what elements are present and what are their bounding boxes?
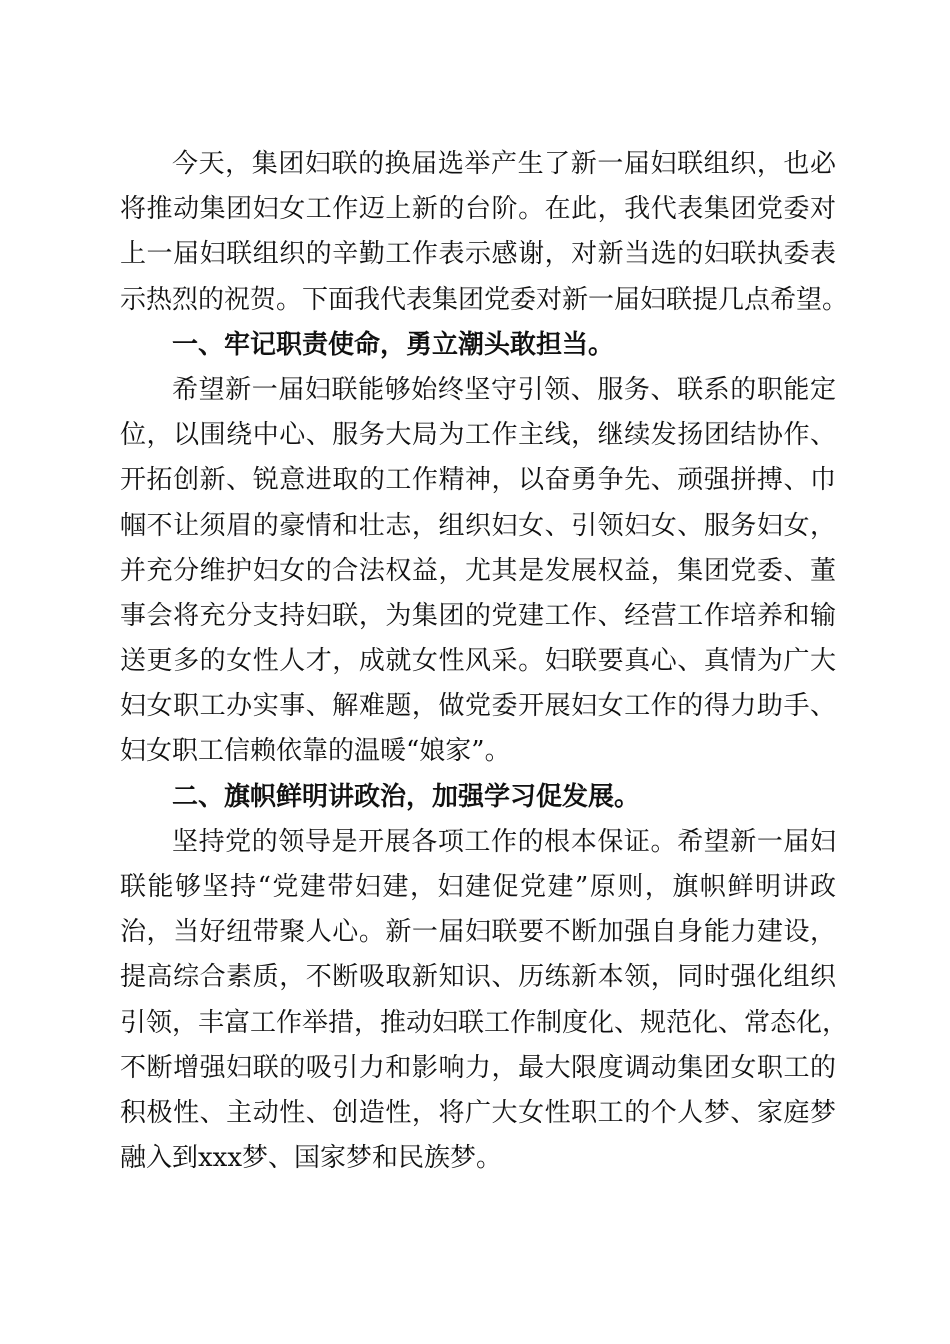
paragraph-line: 融入到xxx梦、国家梦和民族梦。 xyxy=(120,1143,502,1174)
paragraph-1 xyxy=(120,142,849,323)
paragraph-line: 积极性、主动性、创造性，将广大女性职工的个人梦、家庭梦 xyxy=(120,1097,836,1128)
document-body xyxy=(120,142,849,1181)
paragraph-line: 妇女职工办实事、解难题，做党委开展妇女工作的得力助手、 xyxy=(120,691,836,722)
paragraph-line: 坚持党的领导是开展各项工作的根本保证。希望新一届妇 xyxy=(172,826,836,857)
paragraph-line: 联能够坚持“党建带妇建，妇建促党建”原则，旗帜鲜明讲政 xyxy=(120,872,836,902)
paragraph-line: 位，以围绕中心、服务大局为工作主线，继续发扬团结协作、 xyxy=(120,420,836,451)
paragraph-line: 并充分维护妇女的合法权益，尤其是发展权益，集团党委、董 xyxy=(120,555,836,586)
paragraph-line: 妇女职工信赖依靠的温暖“娘家”。 xyxy=(120,736,511,767)
paragraph-2 xyxy=(120,368,836,775)
paragraph-line: 将推动集团妇女工作迈上新的台阶。在此，我代表集团党委对 xyxy=(120,194,836,225)
paragraph-line: 送更多的女性人才，成就女性风采。妇联要真心、真情为广大 xyxy=(120,646,836,677)
paragraph-line: 事会将充分支持妇联，为集团的党建工作、经营工作培养和输 xyxy=(120,600,836,631)
paragraph-3 xyxy=(120,820,849,1182)
section-heading-2: 二、旗帜鲜明讲政治，加强学习促发展。 xyxy=(172,781,641,812)
paragraph-line: 今天，集团妇联的换届选举产生了新一届妇联组织，也必 xyxy=(172,149,836,179)
paragraph-line: 不断增强妇联的吸引力和影响力，最大限度调动集团女职工的 xyxy=(120,1052,836,1083)
section-heading-1: 一、牢记职责使命，勇立潮头敢担当。 xyxy=(172,329,615,360)
paragraph-line: 希望新一届妇联能够始终坚守引领、服务、联系的职能定 xyxy=(172,374,836,405)
paragraph-line: 治，当好纽带聚人心。新一届妇联要不断加强自身能力建设， xyxy=(120,917,836,948)
paragraph-line: 引领，丰富工作举措，推动妇联工作制度化、规范化、常态化， xyxy=(120,1007,849,1038)
paragraph-line: 上一届妇联组织的辛勤工作表示感谢，对新当选的妇联执委表 xyxy=(120,239,836,270)
paragraph-line: 开拓创新、锐意进取的工作精神，以奋勇争先、顽强拼搏、巾 xyxy=(120,465,836,496)
paragraph-line: 帼不让须眉的豪情和壮志，组织妇女、引领妇女、服务妇女， xyxy=(120,510,836,541)
paragraph-line: 示热烈的祝贺。下面我代表集团党委对新一届妇联提几点希望。 xyxy=(120,284,849,315)
paragraph-line: 提高综合素质，不断吸取新知识、历练新本领，同时强化组织 xyxy=(120,962,836,993)
